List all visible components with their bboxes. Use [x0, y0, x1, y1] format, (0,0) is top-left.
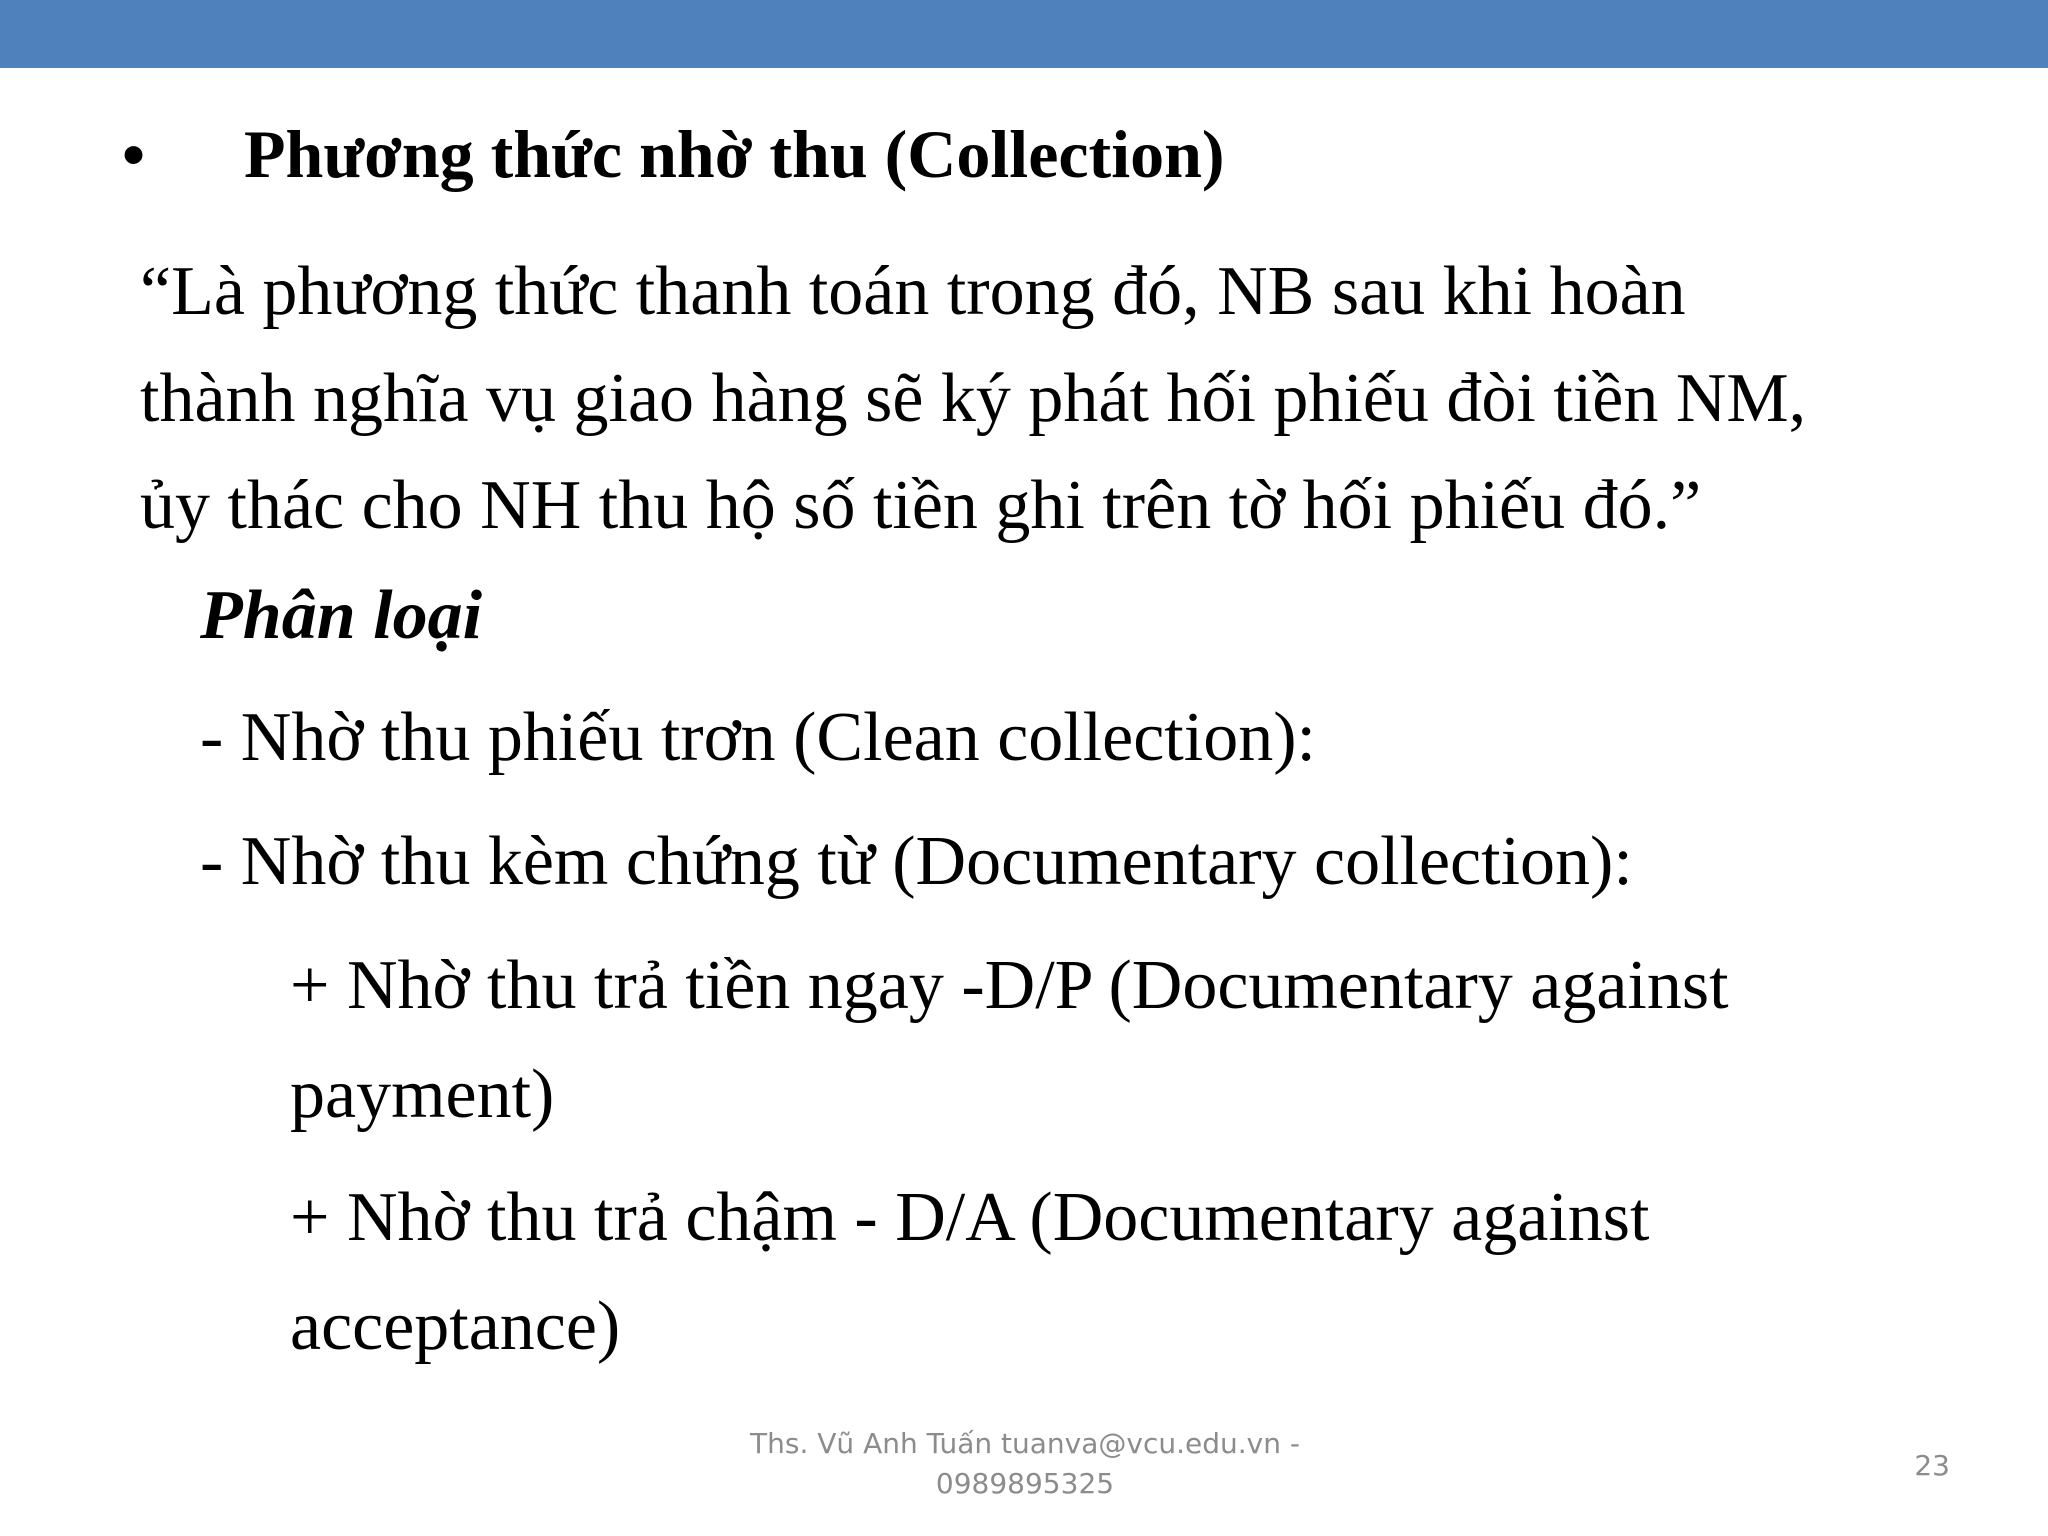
definition-line-3: ủy thác cho NH thu hộ số tiền ghi trên tờ hối phiếu đó.”: [140, 467, 1702, 544]
definition-paragraph: [140, 238, 2020, 559]
bullet-icon: •: [122, 117, 146, 191]
sub-item-dp-line-2: payment): [290, 1056, 555, 1133]
slide-heading: Phương thức nhờ thu (Collection): [244, 116, 1225, 192]
classification-title: Phân loại: [200, 577, 483, 654]
footer-author: Ths. Vũ Anh Tuấn tuanva@vcu.edu.vn - 0989895325: [750, 1427, 1300, 1500]
definition-line-1: “Là phương thức thanh toán trong đó, NB sau khi hoàn: [140, 253, 1686, 330]
sub-item-da-line-1: + Nhờ thu trả chậm - D/A (Documentary against: [290, 1179, 1650, 1256]
sub-item-da-line-2: acceptance): [290, 1288, 621, 1365]
list-item-clean-collection: - Nhờ thu phiếu trơn (Clean collection):: [200, 699, 1316, 776]
definition-line-2: thành nghĩa vụ giao hàng sẽ ký phát hối phiếu đòi tiền NM,: [140, 360, 1807, 437]
sub-item-dp-line-1: + Nhờ thu trả tiền ngay -D/P (Documentary against: [290, 947, 1729, 1024]
page-number: 23: [1914, 1449, 1950, 1482]
list-item-documentary-collection: - Nhờ thu kèm chứng từ (Documentary collection):: [200, 823, 1633, 900]
